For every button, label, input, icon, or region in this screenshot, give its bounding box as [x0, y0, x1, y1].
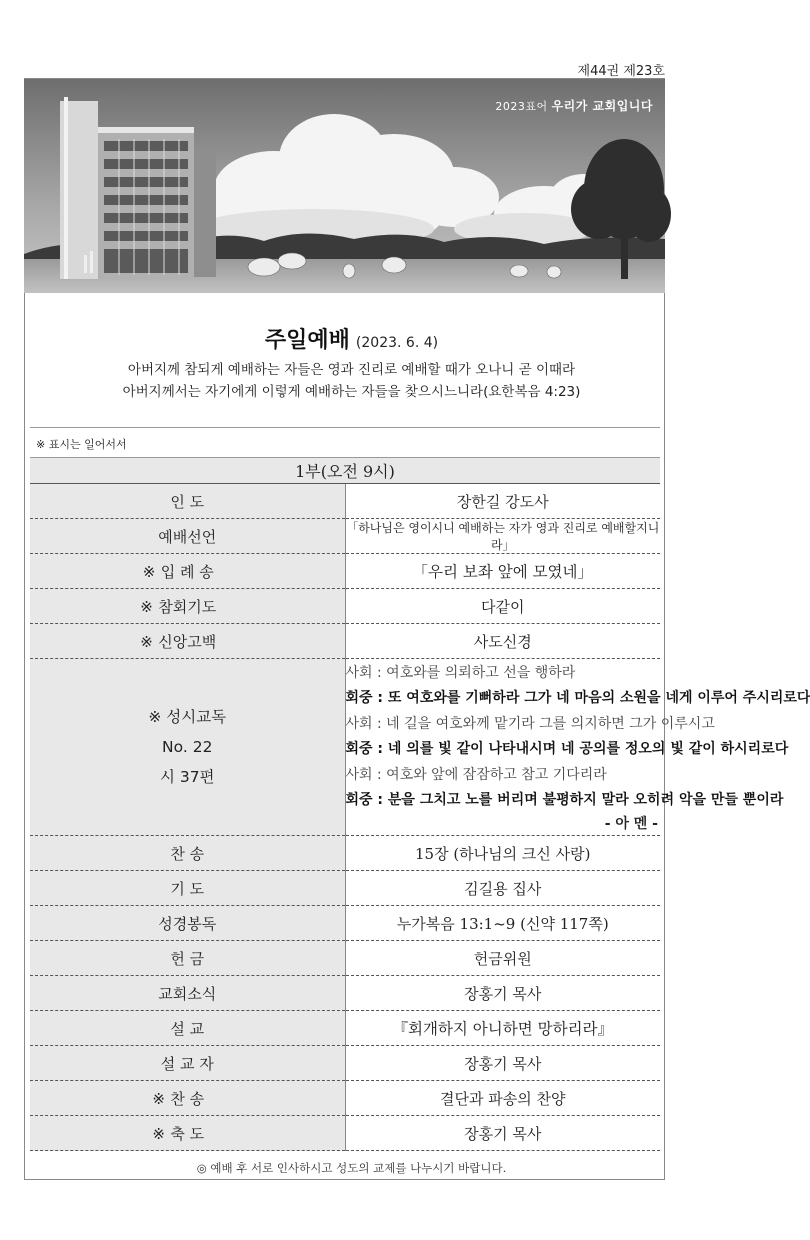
standing-note: ※ 표시는 일어서서 [36, 438, 127, 451]
responsive-label-2: No. 22 [162, 738, 213, 756]
verse-line-2: 아버지께서는 자기에게 이렇게 예배하는 자들을 찾으시느니라(요한복음 4:23) [122, 384, 581, 400]
table-row [30, 624, 660, 659]
order-label-text: 설 교 [170, 1019, 205, 1038]
order-label [30, 906, 345, 941]
order-label [30, 1046, 345, 1081]
order-label [30, 976, 345, 1011]
order-value: 장홍기 목사 [345, 1116, 660, 1151]
congregation-line: 회중 : 네 의를 빛 같이 나타내시며 네 공의를 정오의 빛 같이 하시리로다 [345, 741, 789, 757]
order-label-text: 찬 송 [170, 844, 205, 863]
table-row [30, 1081, 660, 1116]
table-row [30, 1046, 660, 1081]
order-label [30, 871, 345, 906]
table-row [30, 836, 660, 871]
standing-mark: ※ [152, 1089, 165, 1108]
order-value: 결단과 파송의 찬양 [345, 1081, 660, 1116]
service-heading [0, 323, 703, 354]
order-label [30, 836, 345, 871]
order-label-text: 기 도 [170, 879, 205, 898]
order-label [30, 1011, 345, 1046]
congregation-line: 회중 : 또 여호와를 기뻐하라 그가 네 마음의 소원을 네게 이루어 주시리로다 [345, 690, 810, 706]
session-title: 1부(오전 9시) [30, 458, 660, 484]
congregation-line: 회중 : 분을 그치고 노를 버리며 불평하지 말라 오히려 악을 만들 뿐이라 [345, 792, 784, 808]
standing-mark: ※ [140, 632, 153, 651]
responsive-text [345, 659, 810, 836]
footer-note: ◎ 예배 후 서로 인사하시고 성도의 교제를 나누시기 바랍니다. [196, 1161, 507, 1175]
standing-mark: ※ [152, 1124, 165, 1143]
order-label [30, 941, 345, 976]
table-row [30, 906, 660, 941]
table-row [30, 871, 660, 906]
order-label [30, 1116, 345, 1151]
banner-image [24, 79, 665, 293]
responsive-label-3: 시 37편 [159, 768, 215, 786]
order-label [30, 1081, 345, 1116]
order-label [30, 484, 345, 519]
order-value: 다같이 [345, 589, 660, 624]
leader-line: 사회 : 여호와 앞에 잠잠하고 참고 기다리라 [345, 766, 607, 783]
sermon-title: 『회개하지 아니하면 망하리라』 [345, 1011, 660, 1046]
standing-mark: ※ [142, 562, 156, 581]
order-value: 김길용 집사 [345, 871, 660, 906]
table-row [30, 1116, 660, 1151]
leader-line: 사회 : 여호와를 의뢰하고 선을 행하라 [345, 664, 576, 681]
order-label-text: 축 도 [170, 1124, 205, 1143]
order-label-text: 인 도 [170, 492, 205, 511]
order-value: 장한길 강도사 [345, 484, 660, 519]
divider [30, 427, 660, 428]
motto-year: 2023표어 [495, 100, 548, 113]
order-value: 사도신경 [345, 624, 660, 659]
order-label-text: 예배선언 [158, 527, 217, 546]
order-label [30, 624, 345, 659]
order-label-text: 교회소식 [158, 984, 217, 1003]
order-value: 누가복음 13:1~9 (신약 117쪽) [345, 906, 660, 941]
order-value: 「우리 보좌 앞에 모였네」 [345, 554, 660, 589]
order-value: 장홍기 목사 [345, 1046, 660, 1081]
order-value: 장홍기 목사 [345, 976, 660, 1011]
order-label-text: 찬 송 [170, 1089, 205, 1108]
table-row [30, 1011, 660, 1046]
table-row [30, 484, 660, 519]
order-label-text: 입 례 송 [160, 562, 214, 581]
leader-line: 사회 : 네 길을 여호와께 맡기라 그를 의지하면 그가 이루시고 [345, 715, 715, 732]
session-header-row [30, 458, 660, 484]
issue-number: 제44권 제23호 [577, 64, 665, 79]
verse-line-1: 아버지께 참되게 예배하는 자들은 영과 진리로 예배할 때가 오나니 곧 이때라 [127, 362, 576, 378]
motto [495, 97, 653, 114]
table-row [30, 589, 660, 624]
order-label [30, 554, 345, 589]
worship-order-table [30, 457, 810, 1151]
motto-text: 우리가 교회입니다 [551, 99, 653, 113]
responsive-label [30, 659, 345, 836]
page-title: 주일예배 [264, 328, 350, 353]
responsive-label-1: ※ 성시교독 [148, 708, 227, 726]
order-label-text: 헌 금 [170, 949, 205, 968]
table-row [30, 976, 660, 1011]
standing-mark: ※ [140, 597, 153, 616]
order-label-text: 설 교 자 [160, 1054, 214, 1073]
order-label-text: 신앙고백 [158, 632, 217, 651]
service-date: (2023. 6. 4) [355, 335, 439, 351]
table-row [30, 519, 660, 554]
table-row [30, 941, 660, 976]
order-value: 15장 (하나님의 크신 사랑) [345, 836, 660, 871]
order-label-text: 참회기도 [158, 597, 217, 616]
order-value: 「하나님은 영이시니 예배하는 자가 영과 진리로 예배할지니라」 [345, 519, 660, 554]
order-label [30, 519, 345, 554]
responsive-reading-row [30, 659, 660, 836]
order-value: 헌금위원 [345, 941, 660, 976]
amen: - 아 멘 - [604, 815, 658, 832]
order-label [30, 589, 345, 624]
order-label-text: 성경봉독 [158, 914, 217, 933]
table-row [30, 554, 660, 589]
